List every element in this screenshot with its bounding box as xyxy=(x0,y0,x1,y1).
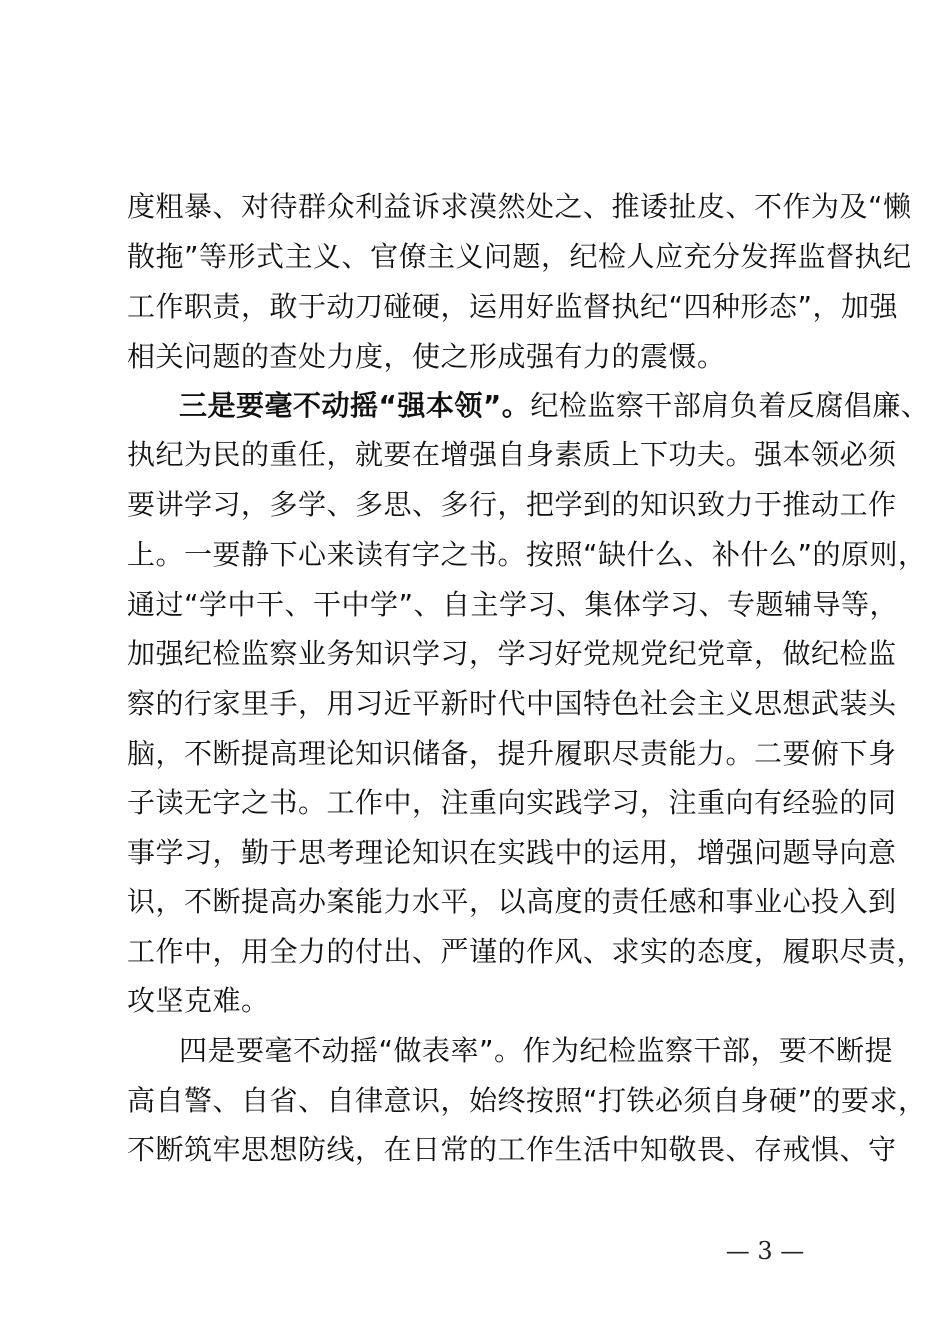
paragraph-3-line-1: 四是要毫不动摇“做表率”。作为纪检监察干部，要不断提 xyxy=(179,1034,894,1067)
paragraph-2-line-3: 要讲学习，多学、多思、多行，把学到的知识致力于推动工作 xyxy=(127,488,897,521)
paragraph-2-line-12: 工作中，用全力的付出、严谨的作风、求实的态度，履职尽责， xyxy=(127,935,926,968)
paragraph-2-line-6: 加强纪检监察业务知识学习，学习好党规党纪党章，做纪检监 xyxy=(127,637,897,670)
paragraph-3-line-3: 不断筑牢思想防线，在日常的工作生活中知敬畏、存戒惧、守 xyxy=(127,1133,897,1166)
paragraph-1-line-1: 度粗暴、对待群众利益诉求漠然处之、推诿扯皮、不作为及“懒 xyxy=(127,190,912,223)
paragraph-2-line-9: 子读无字之书。工作中，注重向实践学习，注重向有经验的同 xyxy=(127,786,897,819)
paragraph-3-line-2: 高自警、自省、自律意识，始终按照“打铁必须自身硬”的要求， xyxy=(127,1084,927,1117)
paragraph-2-line-8: 脑，不断提高理论知识储备，提升履职尽责能力。二要俯下身 xyxy=(127,737,897,770)
paragraph-2-line-11: 识，不断提高办案能力水平，以高度的责任感和事业心投入到 xyxy=(127,885,897,918)
paragraph-2-heading: 三是要毫不动摇“强本领”。 xyxy=(179,389,531,422)
paragraph-2-line-5: 通过“学中干、干中学”、自主学习、集体学习、专题辅导等， xyxy=(127,588,899,621)
paragraph-2-line-2: 执纪为民的重任，就要在增强自身素质上下功夫。强本领必须 xyxy=(127,438,897,471)
paragraph-2-line-1-rest: 纪检监察干部肩负着反腐倡廉、 xyxy=(530,389,930,422)
paragraph-2-line-7: 察的行家里手，用习近平新时代中国特色社会主义思想武装头 xyxy=(127,687,897,720)
paragraph-2-line-1 xyxy=(179,381,930,431)
page-number: — 3 — xyxy=(725,1237,805,1265)
paragraph-2-line-10: 事学习，勤于思考理论知识在实践中的运用，增强问题导向意 xyxy=(127,836,897,869)
paragraph-2-line-13: 攻坚克难。 xyxy=(127,984,270,1017)
paragraph-1-line-4: 相关问题的查处力度，使之形成强有力的震慑。 xyxy=(127,340,726,373)
paragraph-1-line-2: 散拖”等形式主义、官僚主义问题，纪检人应充分发挥监督执纪 xyxy=(127,240,912,273)
paragraph-1-line-3: 工作职责，敢于动刀碰硬，运用好监督执纪“四种形态”，加强 xyxy=(127,290,899,323)
paragraph-2-line-4: 上。一要静下心来读有字之书。按照“缺什么、补什么”的原则， xyxy=(127,538,927,571)
